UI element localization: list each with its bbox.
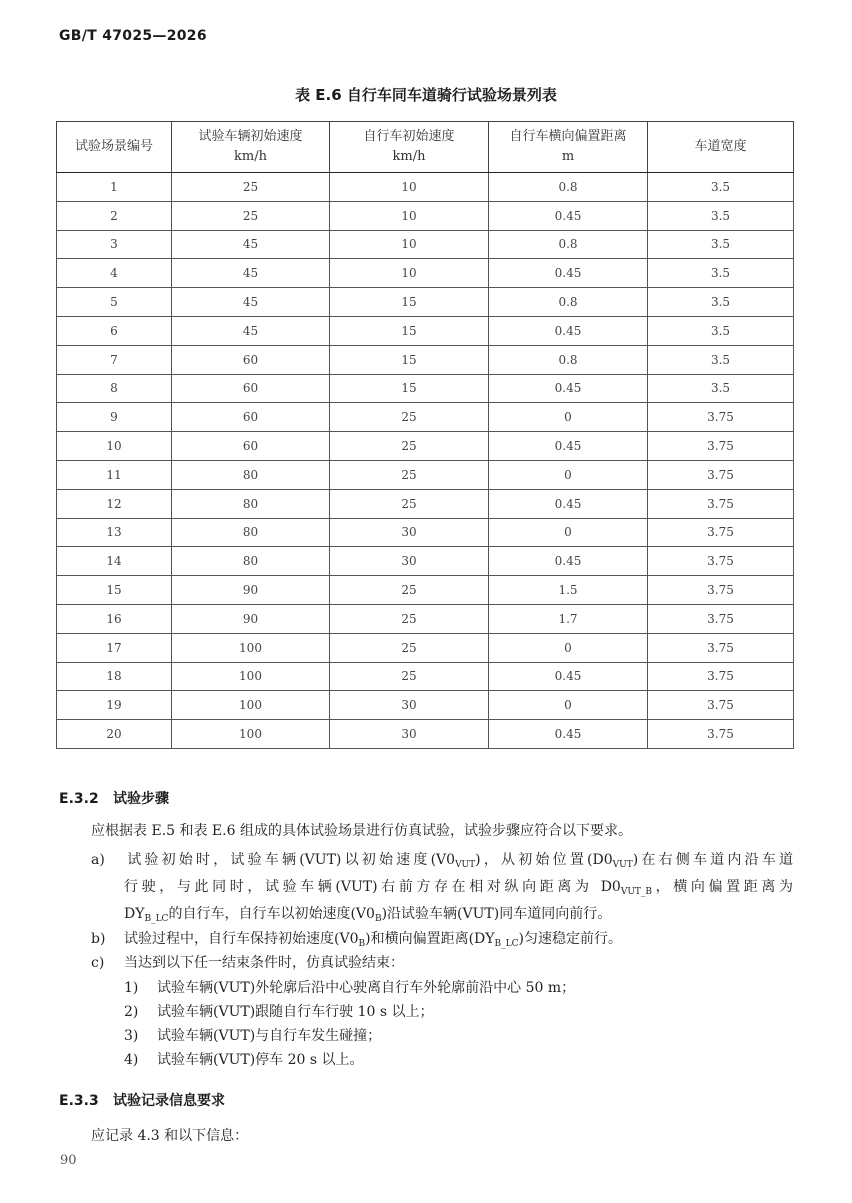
cell-lane-width: 3.5 — [648, 374, 794, 403]
cell-lane-width: 3.75 — [648, 633, 794, 662]
list-item-a-line1: a) 试验初始时，试验车辆(VUT)以初始速度$(V0_{VUT})$，从初始位置$(D0_{VUT})$在右侧车道内沿车道 — [91, 849, 793, 877]
cell-lateral-offset: 0 — [489, 403, 648, 432]
cell-lateral-offset: 0 — [489, 691, 648, 720]
cell-vut-speed: 90 — [172, 576, 330, 605]
cell-bike-speed: 25 — [330, 604, 489, 633]
section-title: 试验步骤 — [113, 791, 169, 807]
list-label: 3) — [124, 1028, 139, 1044]
cell-lateral-offset: 0.45 — [489, 720, 648, 749]
cell-bike-speed: 15 — [330, 345, 489, 374]
cell-scenario-id: 16 — [57, 604, 172, 633]
cell-lane-width: 3.5 — [648, 288, 794, 317]
cell-lane-width: 3.75 — [648, 432, 794, 461]
cell-lane-width: 3.5 — [648, 259, 794, 288]
cell-lateral-offset: 0.45 — [489, 374, 648, 403]
sub-item-4: 4) 试验车辆(VUT)停车 20 s 以上。 — [124, 1049, 364, 1072]
cell-vut-speed: 60 — [172, 432, 330, 461]
cell-bike-speed: 25 — [330, 662, 489, 691]
list-label: b) — [91, 931, 106, 947]
cell-vut-speed: 60 — [172, 374, 330, 403]
cell-bike-speed: 10 — [330, 259, 489, 288]
cell-lane-width: 3.5 — [648, 173, 794, 202]
cell-scenario-id: 18 — [57, 662, 172, 691]
cell-lateral-offset: 0.45 — [489, 316, 648, 345]
cell-scenario-id: 15 — [57, 576, 172, 605]
sub-item-1: 1) 试验车辆(VUT)外轮廓后沿中心驶离自行车外轮廓前沿中心 50 m； — [124, 977, 575, 1000]
list-label: 4) — [124, 1052, 139, 1068]
cell-bike-speed: 25 — [330, 403, 489, 432]
section-title: 试验记录信息要求 — [113, 1093, 225, 1109]
table-row — [57, 460, 794, 489]
section-e32-heading — [59, 788, 169, 808]
cell-vut-speed: 45 — [172, 316, 330, 345]
cell-lane-width: 3.5 — [648, 230, 794, 259]
standard-code: GB/T 47025—2026 — [59, 28, 207, 44]
cell-lateral-offset: 0.45 — [489, 201, 648, 230]
cell-lane-width: 3.75 — [648, 662, 794, 691]
cell-scenario-id: 6 — [57, 316, 172, 345]
cell-lateral-offset: 1.7 — [489, 604, 648, 633]
cell-vut-speed: 80 — [172, 460, 330, 489]
cell-bike-speed: 10 — [330, 201, 489, 230]
page-number: 90 — [60, 1153, 77, 1168]
header-vut-speed: 试验车辆初始速度 km/h — [172, 122, 330, 173]
cell-scenario-id: 2 — [57, 201, 172, 230]
table-row — [57, 489, 794, 518]
cell-lane-width: 3.5 — [648, 316, 794, 345]
header-bike-speed: 自行车初始速度 km/h — [330, 122, 489, 173]
cell-lateral-offset: 1.5 — [489, 576, 648, 605]
header-lateral-offset: 自行车横向偏置距离 m — [489, 122, 648, 173]
cell-lane-width: 3.75 — [648, 720, 794, 749]
cell-vut-speed: 25 — [172, 201, 330, 230]
cell-lateral-offset: 0.45 — [489, 259, 648, 288]
cell-vut-speed: 25 — [172, 173, 330, 202]
list-item-b: b) 试验过程中，自行车保持初始速度$(V0_B)$和横向偏置距离$(DY_{B\_LC})$匀速稳定前行。 — [91, 928, 622, 956]
list-label: 2) — [124, 1004, 139, 1020]
cell-lane-width: 3.5 — [648, 201, 794, 230]
cell-lane-width: 3.5 — [648, 345, 794, 374]
header-scenario-id: 试验场景编号 — [57, 122, 172, 173]
cell-bike-speed: 15 — [330, 288, 489, 317]
section-number: E.3.2 — [59, 791, 99, 807]
table-row — [57, 576, 794, 605]
cell-bike-speed: 25 — [330, 460, 489, 489]
list-item-a-line3: $DY_{B\_LC}$的自行车，自行车以初始速度$(V0_B)$沿试验车辆(VUT)同车道同向前行。 — [124, 906, 612, 924]
cell-scenario-id: 1 — [57, 173, 172, 202]
cell-bike-speed: 25 — [330, 633, 489, 662]
section-e33-intro: 应记录 4.3 和以下信息： — [91, 1128, 249, 1144]
section-e33-heading — [59, 1090, 225, 1110]
cell-bike-speed: 10 — [330, 230, 489, 259]
cell-bike-speed: 30 — [330, 547, 489, 576]
table-row — [57, 201, 794, 230]
section-number: E.3.3 — [59, 1093, 99, 1109]
cell-lateral-offset: 0.45 — [489, 432, 648, 461]
table-row — [57, 288, 794, 317]
cell-vut-speed: 45 — [172, 230, 330, 259]
table-row — [57, 403, 794, 432]
cell-lateral-offset: 0.8 — [489, 173, 648, 202]
table-row — [57, 633, 794, 662]
cell-scenario-id: 7 — [57, 345, 172, 374]
table-title: 表 E.6 自行车同车道骑行试验场景列表 — [295, 86, 557, 104]
table-row — [57, 345, 794, 374]
cell-scenario-id: 5 — [57, 288, 172, 317]
sub-item-3: 3) 试验车辆(VUT)与自行车发生碰撞； — [124, 1025, 381, 1048]
cell-scenario-id: 20 — [57, 720, 172, 749]
cell-bike-speed: 25 — [330, 576, 489, 605]
sub-item-2: 2) 试验车辆(VUT)跟随自行车行驶 10 s 以上； — [124, 1001, 434, 1024]
cell-scenario-id: 13 — [57, 518, 172, 547]
cell-lateral-offset: 0 — [489, 518, 648, 547]
cell-scenario-id: 19 — [57, 691, 172, 720]
cell-lane-width: 3.75 — [648, 460, 794, 489]
cell-lane-width: 3.75 — [648, 691, 794, 720]
cell-scenario-id: 9 — [57, 403, 172, 432]
cell-scenario-id: 4 — [57, 259, 172, 288]
cell-scenario-id: 3 — [57, 230, 172, 259]
cell-lane-width: 3.75 — [648, 489, 794, 518]
cell-lateral-offset: 0.8 — [489, 288, 648, 317]
cell-lateral-offset: 0.45 — [489, 662, 648, 691]
cell-bike-speed: 30 — [330, 518, 489, 547]
cell-lane-width: 3.75 — [648, 604, 794, 633]
table-row — [57, 173, 794, 202]
cell-lateral-offset: 0.45 — [489, 489, 648, 518]
header-lane-width: 车道宽度 — [648, 122, 794, 173]
cell-lateral-offset: 0 — [489, 460, 648, 489]
cell-bike-speed: 30 — [330, 720, 489, 749]
table-row — [57, 230, 794, 259]
table-body — [57, 173, 794, 749]
cell-vut-speed: 100 — [172, 691, 330, 720]
list-label: 1) — [124, 980, 139, 996]
cell-lateral-offset: 0.8 — [489, 345, 648, 374]
cell-vut-speed: 60 — [172, 403, 330, 432]
cell-scenario-id: 14 — [57, 547, 172, 576]
section-e32-intro: 应根据表 E.5 和表 E.6 组成的具体试验场景进行仿真试验，试验步骤应符合以下要求。 — [91, 823, 632, 839]
cell-vut-speed: 80 — [172, 489, 330, 518]
cell-lane-width: 3.75 — [648, 518, 794, 547]
cell-bike-speed: 10 — [330, 173, 489, 202]
table-row — [57, 691, 794, 720]
cell-vut-speed: 60 — [172, 345, 330, 374]
cell-vut-speed: 45 — [172, 288, 330, 317]
cell-vut-speed: 80 — [172, 518, 330, 547]
list-label: a) — [91, 852, 105, 868]
table-row — [57, 604, 794, 633]
cell-lateral-offset: 0 — [489, 633, 648, 662]
cell-vut-speed: 100 — [172, 720, 330, 749]
list-item-a-line2: 行驶，与此同时，试验车辆(VUT)右前方存在相对纵向距离为 $D0_{VUT\_B}$，横向偏置距离为 — [124, 879, 793, 897]
table-row — [57, 316, 794, 345]
cell-lane-width: 3.75 — [648, 576, 794, 605]
cell-bike-speed: 25 — [330, 432, 489, 461]
cell-bike-speed: 15 — [330, 316, 489, 345]
table-row — [57, 662, 794, 691]
list-item-c: c) 当达到以下任一结束条件时，仿真试验结束： — [91, 952, 404, 975]
table-row — [57, 432, 794, 461]
cell-vut-speed: 80 — [172, 547, 330, 576]
cell-bike-speed: 30 — [330, 691, 489, 720]
table-header-row — [57, 122, 794, 173]
cell-lane-width: 3.75 — [648, 547, 794, 576]
cell-bike-speed: 15 — [330, 374, 489, 403]
table-row — [57, 518, 794, 547]
cell-scenario-id: 17 — [57, 633, 172, 662]
cell-lane-width: 3.75 — [648, 403, 794, 432]
cell-vut-speed: 45 — [172, 259, 330, 288]
cell-vut-speed: 100 — [172, 662, 330, 691]
cell-lateral-offset: 0.45 — [489, 547, 648, 576]
cell-lateral-offset: 0.8 — [489, 230, 648, 259]
scenario-table — [56, 121, 794, 749]
list-label: c) — [91, 955, 105, 971]
table-row — [57, 547, 794, 576]
cell-scenario-id: 10 — [57, 432, 172, 461]
cell-vut-speed: 100 — [172, 633, 330, 662]
table-row — [57, 720, 794, 749]
cell-vut-speed: 90 — [172, 604, 330, 633]
cell-scenario-id: 11 — [57, 460, 172, 489]
table-row — [57, 374, 794, 403]
table-row — [57, 259, 794, 288]
cell-scenario-id: 8 — [57, 374, 172, 403]
cell-bike-speed: 25 — [330, 489, 489, 518]
cell-scenario-id: 12 — [57, 489, 172, 518]
